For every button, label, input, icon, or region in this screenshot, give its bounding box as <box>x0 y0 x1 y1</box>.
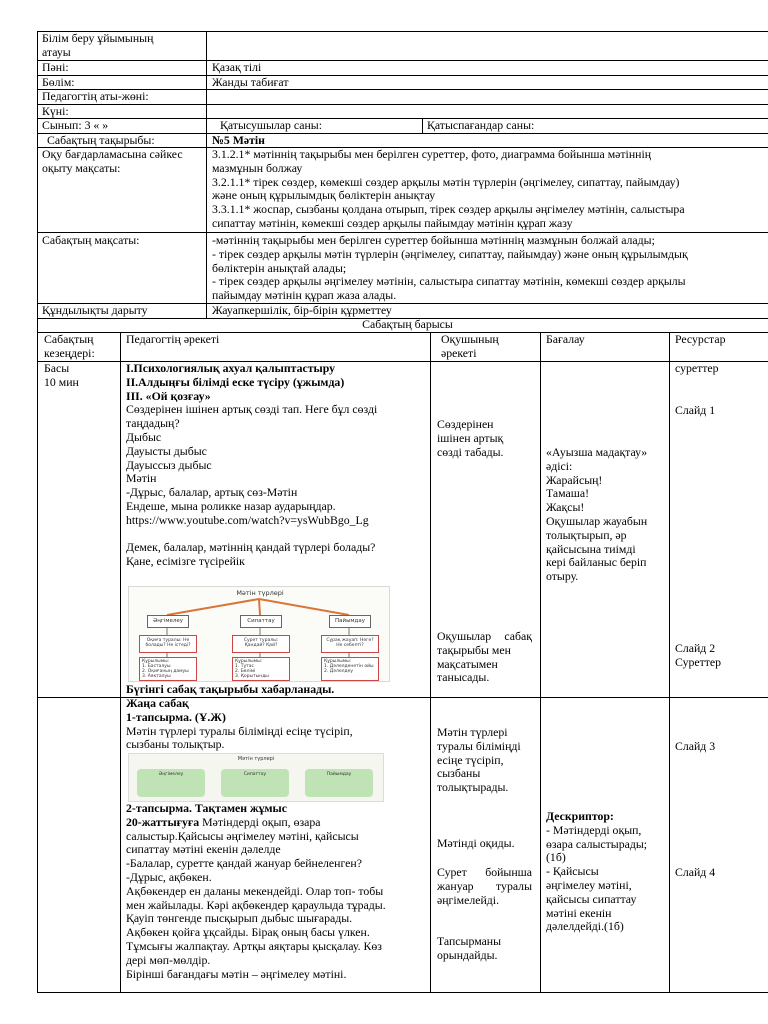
task1-title: 1-тапсырма. (Ұ.Ж) <box>126 709 226 724</box>
org-label: Білім беру ұйымының <box>42 31 154 45</box>
task2-line: Ақбөкен қойға ұқсайды. Бірақ оның басы үлкен. <box>126 925 370 940</box>
col-teacher-header: Педагогтің әрекеті <box>126 332 220 346</box>
student-activity-2 <box>437 630 532 685</box>
blank-line <box>126 528 377 542</box>
student-line: жануар туралы <box>437 878 532 893</box>
objective-line: 3.1.2.1* мәтіннің тақырыбы мен берілген суреттер, фото, диаграмма бойынша мәтіннің <box>212 147 652 161</box>
student-line: сызбаны <box>437 766 481 781</box>
task2-line: -Балалар, суретте қандай жануар бейнеленген? <box>126 856 362 871</box>
assessment-line: Жарайсың! <box>546 472 603 487</box>
type-pill: Пайымдау <box>305 769 373 797</box>
assessment-line: Тамаша! <box>546 486 590 501</box>
student-line: тақырыбы мен <box>437 642 511 657</box>
col-stage-header: Сабақтың <box>44 332 94 346</box>
activity-line: -Дұрыс, балалар, артық сөз-Мәтін <box>126 485 298 500</box>
absent-count-label: Қатыспағандар саны: <box>427 118 535 132</box>
text-types-diagram <box>128 586 390 682</box>
task1-line: сызбаны толықтыр. <box>126 737 225 752</box>
descriptor <box>546 810 647 934</box>
activity-line: Мәтін <box>126 471 157 486</box>
activity-line: Демек, балалар, мәтіннің қандай түрлері болады? <box>126 540 376 555</box>
task2-intro: Мәтіндерді оқып, өзара <box>199 814 321 829</box>
descriptor-title: Дескриптор: <box>546 809 614 823</box>
activity-heading: III. «Ой қозғау» <box>126 388 211 403</box>
topic-announcement: Бүгінгі сабақ тақырыбы хабарланады. <box>126 682 335 696</box>
goal-line: пайымдау мәтінін құрап жаза алады. <box>212 288 397 303</box>
resource-slide-3: Слайд 3 <box>675 739 716 753</box>
activity-line: Дауысты дыбыс <box>126 443 207 458</box>
student-line: Оқушылар сабақ <box>437 629 532 643</box>
student-line: Тапсырманы <box>437 934 502 948</box>
descriptor-line: мәтіні екенін <box>546 905 612 920</box>
assessment-line: кері байланыс беріп <box>546 555 647 570</box>
task2-exercise: 20-жаттығуға <box>126 814 200 829</box>
descriptor-line: - Қайсысы <box>546 864 599 879</box>
objectives-label-2: оқыту мақсаты: <box>42 161 121 175</box>
teacher-activity-2 <box>126 697 353 752</box>
activity-line: таңдадың? <box>126 416 180 431</box>
activity-heading: I.Психологиялық ахуал қалыптастыру <box>126 361 336 375</box>
student-activity-4 <box>437 866 532 907</box>
objective-line: 3.2.1.1* тірек сөздер, көмекші сөздер арқылы мәтін түрлерін (әңгімелеу, сипаттау, пайымдау) <box>212 174 680 189</box>
subject-label: Пәні: <box>42 60 69 74</box>
teacher-activity-1 <box>126 362 377 569</box>
student-line: орындайды. <box>437 947 498 962</box>
org-label-2: атауы <box>42 45 71 59</box>
descriptor-line: дәлелдейді.(1б) <box>546 919 624 934</box>
descriptor-line: (1б) <box>546 850 566 865</box>
assessment-line: толықтырып, әр <box>546 527 627 542</box>
task2-line: дері мөп-мөлдір. <box>126 952 211 967</box>
parts-box: Құрылымы: 1. Дәлелденетін ойы 2. Дәлелдеу <box>321 657 379 681</box>
descriptor-line: қайсысы сипаттау <box>546 891 637 906</box>
section-label: Бөлім: <box>42 75 75 89</box>
student-line: Мәтін түрлері <box>437 725 508 739</box>
type-box-reasoning: Пайымдау <box>329 615 371 628</box>
topic-label: Сабақтың тақырыбы: <box>47 133 155 147</box>
goal-line: - тірек сөздер арқылы әңгімелеу мәтінін, салыстыра сипаттау мәтінін, көмекші сөздер арқылы <box>212 274 686 289</box>
activity-line: Дауыссыз дыбыс <box>126 457 212 472</box>
student-line: әңгімелейді. <box>437 892 500 907</box>
activity-line: Дыбыс <box>126 429 162 444</box>
objectives-label: Оқу бағдарламасына сәйкес <box>42 147 183 161</box>
question-box: Сурет туралы: Қандай? Қай? <box>232 635 290 653</box>
values-value: Жауапкершілік, бір-бірін құрметтеу <box>212 303 392 317</box>
question-box: Оқиға туралы: Не болады? Не істеді? <box>139 635 197 653</box>
col-resources-header: Ресурстар <box>675 332 726 346</box>
student-activity-1 <box>437 418 503 459</box>
assessment-line: Жақсы! <box>546 500 585 515</box>
col-student-header: Оқушының <box>441 332 499 346</box>
objective-line: сипаттау мәтінін, көмекші сөздер арқылы пайымдау мәтінін құрап жазу <box>212 215 573 230</box>
resource-slide-1: Слайд 1 <box>675 403 716 417</box>
student-line: ішінен артық <box>437 430 504 445</box>
diagram-title: Мәтін түрлері <box>236 589 284 597</box>
question-box: Сұрақ жауап: Неге? Не себепті? <box>321 635 379 653</box>
student-line: танысады. <box>437 670 490 685</box>
student-line: Сөздерінен <box>437 417 494 431</box>
diagram2-title: Мәтін түрлері <box>237 756 275 762</box>
present-count-label: Қатысушылар саны: <box>220 118 322 132</box>
goal-line: -мәтіннің тақырыбы мен берілген суреттер бойынша мәтіннің мазмұнын болжай алады; <box>212 233 655 247</box>
progress-title: Сабақтың барысы <box>362 317 453 331</box>
objective-line: 3.3.1.1* жоспар, сызбаны қолдана отырып, тірек сөздер арқылы әңгімелеу мәтінін, салыстыра <box>212 202 685 217</box>
task1-line: Мәтін түрлері туралы біліміңді есіңе түсіріп, <box>126 723 353 738</box>
goal-line: - тірек сөздер арқылы мәтін түрлерін (әңгімелеу, сипаттау, пайымдау) және оның құрылымдық <box>212 246 688 261</box>
col-student-header-2: әрекеті <box>441 346 477 360</box>
stage-start: Басы <box>44 361 70 375</box>
class-label: Сынып: 3 « » <box>42 118 109 132</box>
task2-line: Қауіп төнгенде пысқырып дыбыс шығарады. <box>126 911 353 926</box>
resource-pictures-2: Суреттер <box>675 655 722 669</box>
descriptor-line: - Мәтіндерді оқып, <box>546 822 642 837</box>
assessment-line: «Ауызша мадақтау» <box>546 445 648 459</box>
resource-pictures: суреттер <box>675 361 719 375</box>
section-value: Жанды табиғат <box>212 75 289 89</box>
student-reads-text: Мәтінді оқиды. <box>437 836 515 850</box>
activity-line: Сөздерінен ішінен артық сөзді тап. Неге бұл сөзді <box>126 402 378 417</box>
task2-line: мен жайылады. Кәрі ақбөкендер қараулыда тұрады. <box>126 897 386 912</box>
assessment-line: Оқушылар жауабын <box>546 513 648 528</box>
student-line: туралы біліміңді <box>437 738 521 753</box>
student-line: Сурет бойынша <box>437 865 532 879</box>
col-assessment-header: Бағалау <box>546 332 585 346</box>
student-line: есіңе түсіріп, <box>437 752 504 767</box>
assessment-line: қайсысына тиімді <box>546 541 636 556</box>
subject-value: Қазақ тілі <box>212 60 262 74</box>
resource-slide-4: Слайд 4 <box>675 865 716 879</box>
student-line: толықтырады. <box>437 780 509 795</box>
descriptor-line: өзара салыстырады; <box>546 836 648 851</box>
type-box-description: Сипаттау <box>240 615 282 628</box>
assessment-1 <box>546 446 647 584</box>
parts-box: Құрылымы: 1. Басталуы 2. Оқиғаның дамуы 3. Аяқталуы <box>139 657 197 681</box>
descriptor-line: әңгімелеу мәтіні, <box>546 877 632 892</box>
topic-value: №5 Мәтін <box>212 133 265 147</box>
task2-line: Тұмсығы жалпақтау. Артқы аяқтары қысқалау. Көз <box>126 938 382 953</box>
task2-line: -Дұрыс, ақбөкен. <box>126 869 212 884</box>
type-box-narrative: Әңгімелеу <box>147 615 189 628</box>
task2-line: сипаттау мәтіні екенін дәлелде <box>126 842 281 857</box>
student-activity-3 <box>437 726 521 795</box>
student-line: сөзді табады. <box>437 444 504 459</box>
col-stage-header-2: кезеңдері: <box>44 346 95 360</box>
activity-heading: II.Алдыңғы білімді еске түсіру (ұжымда) <box>126 374 345 389</box>
teacher-name-label: Педагогтің аты-жөні: <box>42 89 149 103</box>
assessment-line: әдісі: <box>546 458 573 473</box>
goal-line: бөліктерін анықтай алады; <box>212 260 347 275</box>
task2-line: Ақбөкендер ен даланы мекендейді. Олар топ- тобы <box>126 883 384 898</box>
text-types-fill-diagram <box>128 753 384 802</box>
goals-label: Сабақтың мақсаты: <box>42 233 140 247</box>
assessment-line: отыру. <box>546 569 579 584</box>
stage-start-duration: 10 мин <box>44 375 79 389</box>
objective-line: және оның құрылымдық бөліктерін анықтау <box>212 188 436 203</box>
task2-line: салыстыр.Қайсысы әңгімелеу мәтіні, қайсысы <box>126 828 359 843</box>
student-line: мақсатымен <box>437 656 498 671</box>
teacher-activity-3 <box>126 802 386 981</box>
type-pill: Әңгімелеу <box>137 769 205 797</box>
objective-line: мазмұнын болжау <box>212 160 303 175</box>
type-pill: Сипаттау <box>221 769 289 797</box>
resource-slide-2: Слайд 2 <box>675 641 716 655</box>
activity-line: Қане, есімізге түсірейік <box>126 554 245 569</box>
parts-box: Құрылымы: 1. Тұтас 2. Бөлімі 3. Қорытынды <box>232 657 290 681</box>
task2-title: 2-тапсырма. Тақтамен жұмыс <box>126 801 287 815</box>
video-link[interactable]: https://www.youtube.com/watch?v=ysWubBgo_Lg <box>126 512 369 527</box>
goals-list <box>212 234 688 303</box>
values-label: Құндылықты дарыту <box>42 303 148 317</box>
task2-line: Бірінші бағандағы мәтін – әңгімелеу мәтіні. <box>126 966 347 981</box>
student-activity-5 <box>437 935 501 963</box>
date-label: Күні: <box>42 104 69 118</box>
objectives-list <box>212 148 685 231</box>
new-lesson-heading: Жаңа сабақ <box>126 696 189 710</box>
activity-line: Ендеше, мына роликке назар аударыңдар. <box>126 498 336 513</box>
